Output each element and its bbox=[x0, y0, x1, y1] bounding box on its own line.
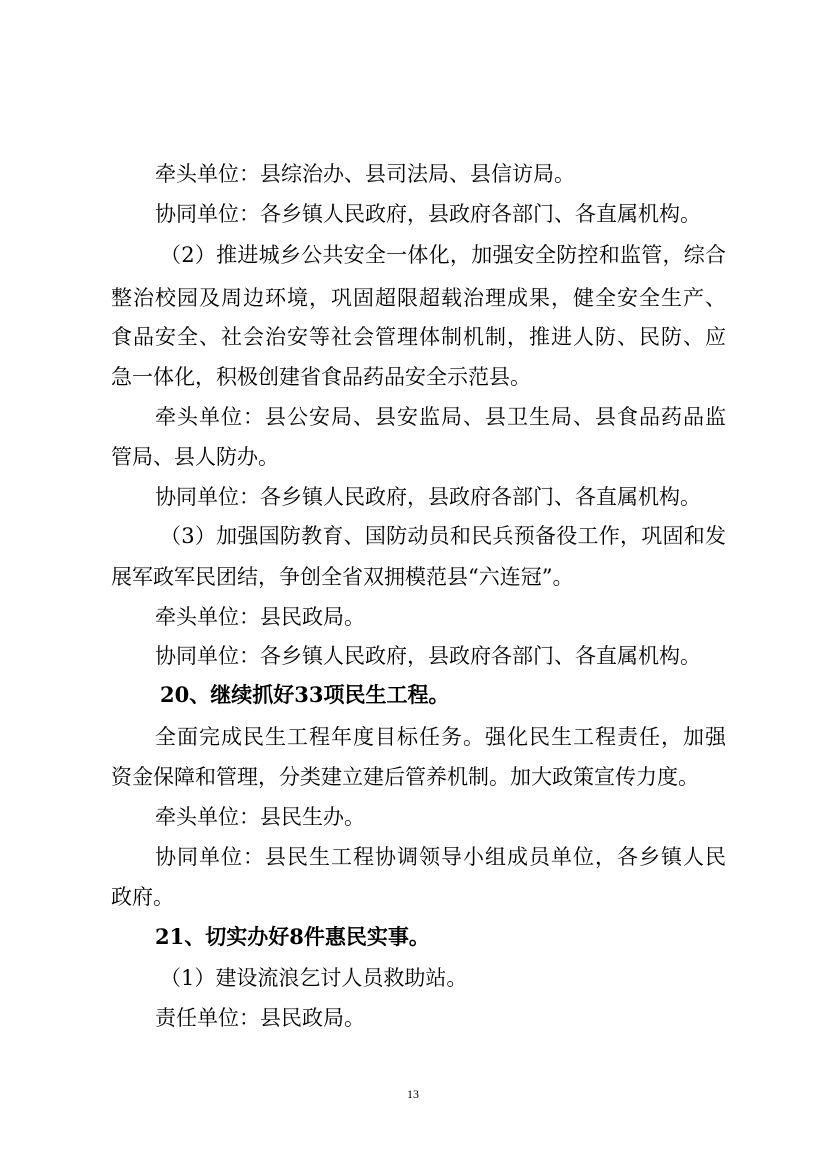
paragraph-line: 整治校园及周边环境，巩固超限超载治理成果，健全安全生产、 bbox=[111, 286, 726, 310]
cooperating-unit-line: 协同单位：各乡镇人民政府，县政府各部门、各直属机构。 bbox=[155, 485, 701, 509]
paragraph-line: 管局、县人防办。 bbox=[111, 445, 279, 469]
paragraph-line: （3）加强国防教育、国防动员和民兵预备役工作，巩固和发 bbox=[160, 524, 726, 548]
section-heading: 20、继续抓好33项民生工程。 bbox=[160, 682, 450, 707]
page-number: 13 bbox=[407, 1087, 419, 1101]
cooperating-unit-line: 协同单位：各乡镇人民政府，县政府各部门、各直属机构。 bbox=[155, 202, 701, 226]
paragraph-line: （1）建设流浪乞讨人员救助站。 bbox=[160, 966, 468, 990]
paragraph-line: 食品安全、社会治安等社会管理体制机制，推进人防、民防、应 bbox=[111, 325, 726, 349]
paragraph-line: 展军政军民团结，争创全省双拥模范县“六连冠”。 bbox=[111, 565, 574, 589]
lead-unit-line: 牵头单位：县综治办、县司法局、县信访局。 bbox=[155, 162, 575, 186]
cooperating-unit-line: 协同单位：县民生工程协调领导小组成员单位，各乡镇人民 bbox=[155, 845, 726, 869]
paragraph-line: 资金保障和管理，分类建立建后管养机制。加大政策宣传力度。 bbox=[111, 765, 699, 789]
lead-unit-line: 牵头单位：县公安局、县安监局、县卫生局、县食品药品监 bbox=[155, 405, 726, 429]
paragraph-line: 政府。 bbox=[111, 885, 174, 909]
section-heading: 21、切实办好8件惠民实事。 bbox=[155, 924, 430, 949]
lead-unit-line: 牵头单位：县民生办。 bbox=[155, 805, 365, 829]
responsible-unit-line: 责任单位：县民政局。 bbox=[155, 1006, 365, 1030]
paragraph-line: 全面完成民生工程年度目标任务。强化民生工程责任，加强 bbox=[155, 725, 726, 749]
lead-unit-line: 牵头单位：县民政局。 bbox=[155, 605, 365, 629]
cooperating-unit-line: 协同单位：各乡镇人民政府，县政府各部门、各直属机构。 bbox=[155, 644, 701, 668]
paragraph-line: （2）推进城乡公共安全一体化，加强安全防控和监管，综合 bbox=[160, 243, 726, 267]
paragraph-line: 急一体化，积极创建省食品药品安全示范县。 bbox=[111, 365, 531, 389]
